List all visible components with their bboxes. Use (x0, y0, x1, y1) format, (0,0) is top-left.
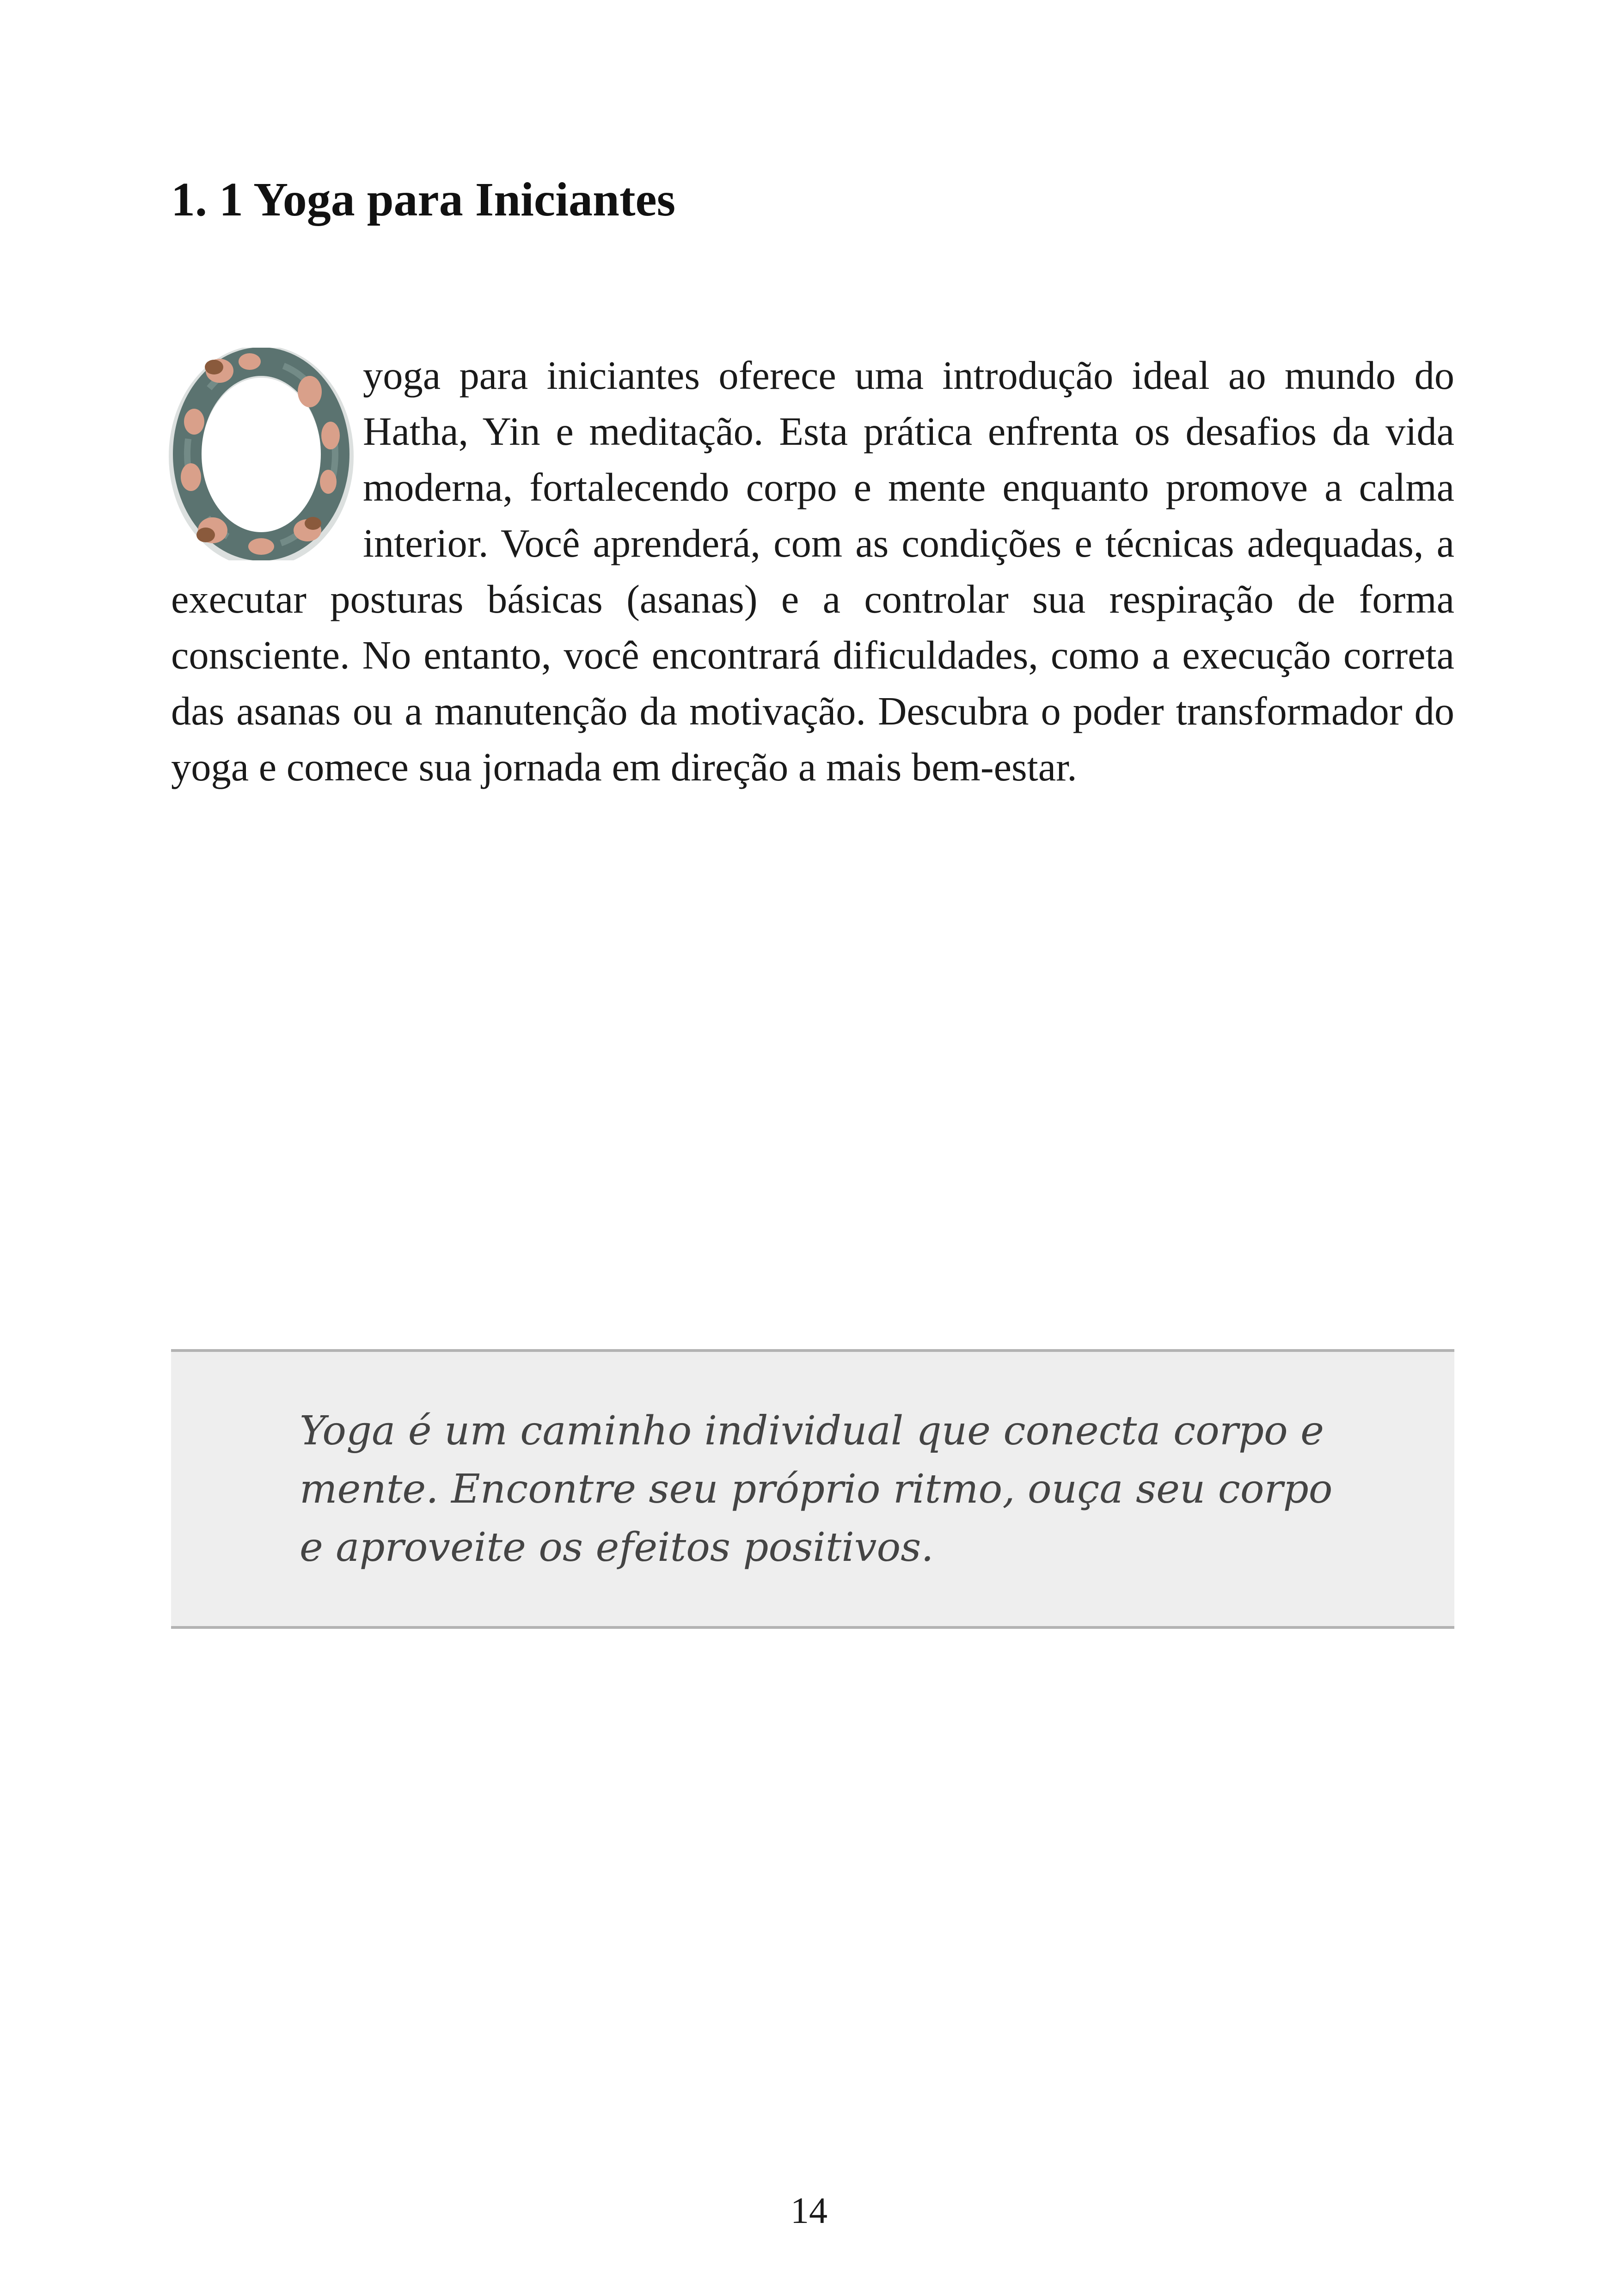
callout-box (171, 1349, 1454, 1629)
body-paragraph (171, 348, 1454, 795)
page-number: 14 (791, 2191, 827, 2231)
dropcap-yoga-figures-o (169, 348, 354, 560)
section-heading: 1. 1 Yoga para Iniciantes (171, 173, 676, 226)
dropcap-illustration (169, 348, 354, 560)
body-paragraph-text: yoga para iniciantes oferece uma introdução ideal ao mundo do Hatha, Yin e meditação. Esta prática enfrenta os desafios da vida moderna, fortalecendo corpo e mente enquanto promove a calma interior. Você aprenderá, com as condições e técnicas adequadas, a executar posturas básicas (asanas) e a controlar sua respiração de forma consciente. No entanto, você encontrará dificuldades, como a execução correta das asanas ou a manutenção da motivação. Descubra o poder transformador do yoga e comece sua jornada em direção a mais bem-estar. (171, 353, 1454, 789)
callout-text: Yoga é um caminho individual que conecta corpo e mente. Encontre seu próprio ritmo, ouça seu corpo e aproveite os efeitos positivos. (300, 1408, 1333, 1571)
